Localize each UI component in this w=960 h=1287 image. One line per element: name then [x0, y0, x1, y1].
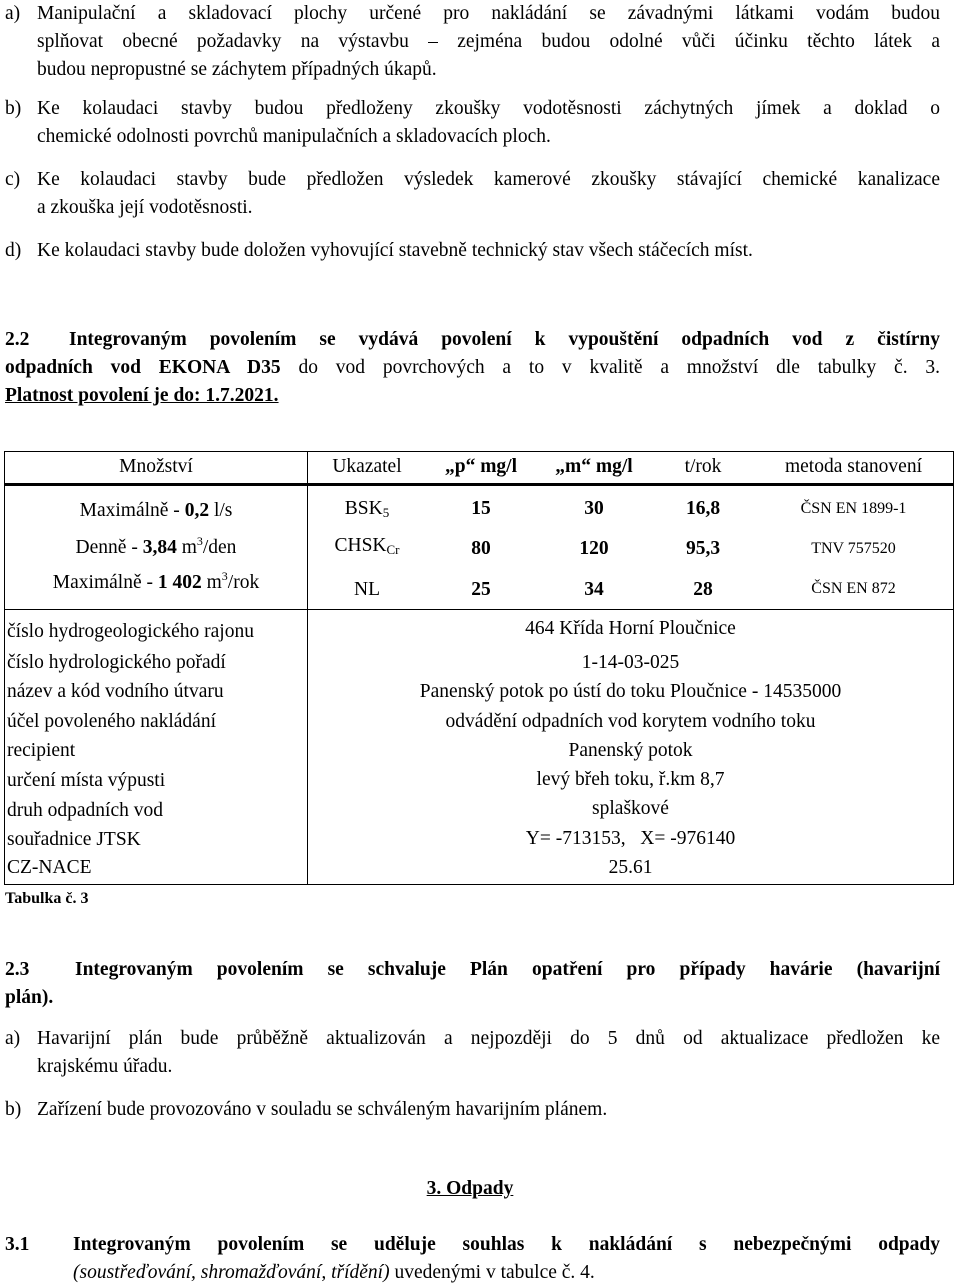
- section-line: [5, 1259, 940, 1287]
- info-label: druh odpadních vod: [7, 800, 163, 821]
- quantity-value: 1 402: [157, 572, 202, 593]
- value-trok: 28: [693, 579, 713, 600]
- info-value: odvádění odpadních vod korytem vodního toku: [445, 711, 816, 732]
- indicator-sub: 5: [382, 505, 390, 520]
- section-3-1: [5, 1231, 940, 1287]
- value-m: 120: [579, 538, 609, 559]
- indicator-chsk: [308, 535, 426, 558]
- section-title-cont: odpadních vod EKONA D35: [5, 357, 281, 378]
- section-2-2: [5, 326, 940, 410]
- section-line: [5, 956, 940, 984]
- list-item-d: [5, 237, 940, 265]
- value-method: ČSN EN 872: [811, 580, 896, 597]
- section-2-3: [5, 956, 940, 1012]
- list-text: Ke kolaudaci stavby bude předložen výsledek kamerové zkoušky stávající chemické kanalizace: [37, 169, 940, 190]
- list-item-c: [5, 166, 940, 222]
- indicator-nl: [308, 579, 426, 601]
- list-text: Ke kolaudaci stavby budou předloženy zkoušky vodotěsnosti záchytných jímek a doklad o: [37, 98, 940, 119]
- list-text: budou nepropustné se záchytem případných úkapů.: [37, 59, 437, 80]
- list-marker: b): [5, 1099, 22, 1120]
- indicator-name: NL: [354, 579, 380, 600]
- value-trok: 16,8: [685, 498, 721, 519]
- section-title: Integrovaným povolením se vydává povolení k vypouštění odpadních vod z čistírny: [69, 329, 940, 350]
- col-header-ukazatel: Ukazatel: [332, 456, 402, 477]
- quantity-sup: 3: [196, 534, 203, 548]
- list-marker: c): [5, 169, 21, 190]
- col-header-p: „p“ mg/l: [444, 456, 518, 477]
- list-text: Ke kolaudaci stavby bude doložen vyhovující stavebně technický stav všech stáčecích míst.: [37, 240, 753, 261]
- info-label: číslo hydrologického pořadí: [7, 652, 226, 673]
- table-border-bottom: [4, 884, 954, 885]
- value-method: ČSN EN 1899-1: [800, 500, 907, 517]
- section-heading: 3. Odpady: [426, 1178, 514, 1199]
- indicator-name: BSK: [344, 498, 383, 519]
- info-value: Y= -713153, X= -976140: [525, 828, 736, 849]
- list-marker: a): [5, 3, 21, 24]
- list-text: Manipulační a skladovací plochy určené pro nakládání se závadnými látkami vodám budou: [37, 3, 940, 24]
- value-p: 80: [471, 538, 491, 559]
- section-line: [5, 354, 940, 382]
- list-marker: a): [5, 1028, 21, 1049]
- info-label: recipient: [7, 740, 76, 761]
- info-label: číslo hydrogeologického rajonu: [7, 621, 254, 642]
- col-header-mnozstvi: Množství: [119, 456, 193, 477]
- list-text: Zařízení bude provozováno v souladu se schváleným havarijním plánem.: [37, 1099, 608, 1120]
- quantity-yearly: [5, 569, 307, 594]
- quantity-unit: m: [176, 537, 197, 558]
- section-number: 2.3: [5, 959, 30, 980]
- quantity-text: Maximálně -: [52, 572, 158, 593]
- info-value: splaškové: [592, 798, 669, 819]
- col-header-metoda: metoda stanovení: [784, 456, 922, 477]
- list-text: krajskému úřadu.: [37, 1056, 173, 1077]
- col-header-m: „m“ mg/l: [555, 456, 633, 477]
- quantity-text: Maximálně -: [79, 500, 185, 521]
- quantity-sup: 3: [221, 569, 228, 583]
- info-value: 464 Křída Horní Ploučnice: [525, 618, 736, 639]
- table-border-right: [953, 451, 954, 885]
- col-header-trok: t/rok: [684, 456, 722, 477]
- info-label: určení místa výpusti: [7, 770, 166, 791]
- section-title: Integrovaným povolením se uděluje souhlas k nakládání s nebezpečnými odpady: [73, 1234, 940, 1255]
- value-method: TNV 757520: [811, 540, 896, 557]
- info-value: Panenský potok: [568, 740, 693, 761]
- list-text: Havarijní plán bude průběžně aktualizován a nejpozději do 5 dnů od aktualizace předložen ke: [37, 1028, 940, 1049]
- section-line: [5, 1231, 940, 1259]
- indicator-bsk: [308, 498, 426, 521]
- list-item-b: [5, 1096, 940, 1124]
- info-value: levý břeh toku, ř.km 8,7: [536, 769, 725, 790]
- section-line: [5, 326, 940, 354]
- indicator-sub: Cr: [386, 542, 400, 557]
- quantity-per: /rok: [227, 572, 260, 593]
- value-m: 34: [584, 579, 604, 600]
- quantity-unit: m: [201, 572, 222, 593]
- quantity-value: 3,84: [142, 537, 177, 558]
- quantity-max-ls: [5, 500, 307, 522]
- indicator-name: CHSK: [334, 535, 387, 556]
- info-label: název a kód vodního útvaru: [7, 681, 224, 702]
- value-trok: 95,3: [685, 538, 721, 559]
- table-border-header: [4, 483, 954, 486]
- list-text: chemické odolnosti povrchů manipulačních a skladovacích ploch.: [37, 126, 551, 147]
- info-value: 1-14-03-025: [581, 652, 680, 673]
- quantity-unit: l/s: [209, 500, 233, 521]
- list-text: a zkouška její vodotěsnosti.: [37, 197, 253, 218]
- section-text: do vod povrchových a to v kvalitě a množství dle tabulky č. 3.: [298, 357, 941, 378]
- list-marker: d): [5, 240, 22, 261]
- table-border-top: [4, 451, 954, 452]
- quantity-text: Denně -: [75, 537, 143, 558]
- value-m: 30: [584, 498, 604, 519]
- section-title-cont: plán).: [5, 987, 54, 1008]
- quantity-daily: [5, 534, 307, 559]
- info-label: CZ-NACE: [7, 857, 92, 878]
- info-label: souřadnice JTSK: [7, 829, 141, 850]
- quantity-value: 0,2: [184, 500, 210, 521]
- info-value: 25.61: [608, 857, 653, 878]
- value-p: 15: [471, 498, 491, 519]
- section-number: 3.1: [5, 1234, 30, 1255]
- section-italic: (soustřeďování, shromažďování, třídění): [73, 1262, 390, 1283]
- section-text: uvedenými v tabulce č. 4.: [389, 1262, 595, 1283]
- list-text: splňovat obecné požadavky na výstavbu – zejména budou odolné vůči účinku těchto látek a: [37, 31, 940, 52]
- list-item-a: [5, 0, 940, 84]
- info-value: Panenský potok po ústí do toku Ploučnice - 14535000: [419, 681, 842, 702]
- section-title: Integrovaným povolením se schvaluje Plán opatření pro případy havárie (havarijní: [75, 959, 940, 980]
- info-label: účel povoleného nakládání: [7, 711, 217, 732]
- list-item-b: [5, 95, 940, 151]
- list-marker: b): [5, 98, 22, 119]
- validity-text: Platnost povolení je do: 1.7.2021.: [5, 385, 279, 406]
- section-number: 2.2: [5, 329, 30, 350]
- value-p: 25: [471, 579, 491, 600]
- list-item-a: [5, 1025, 940, 1081]
- quantity-per: /den: [202, 537, 237, 558]
- table-border-mid: [4, 609, 954, 610]
- table-caption: Tabulka č. 3: [5, 890, 89, 907]
